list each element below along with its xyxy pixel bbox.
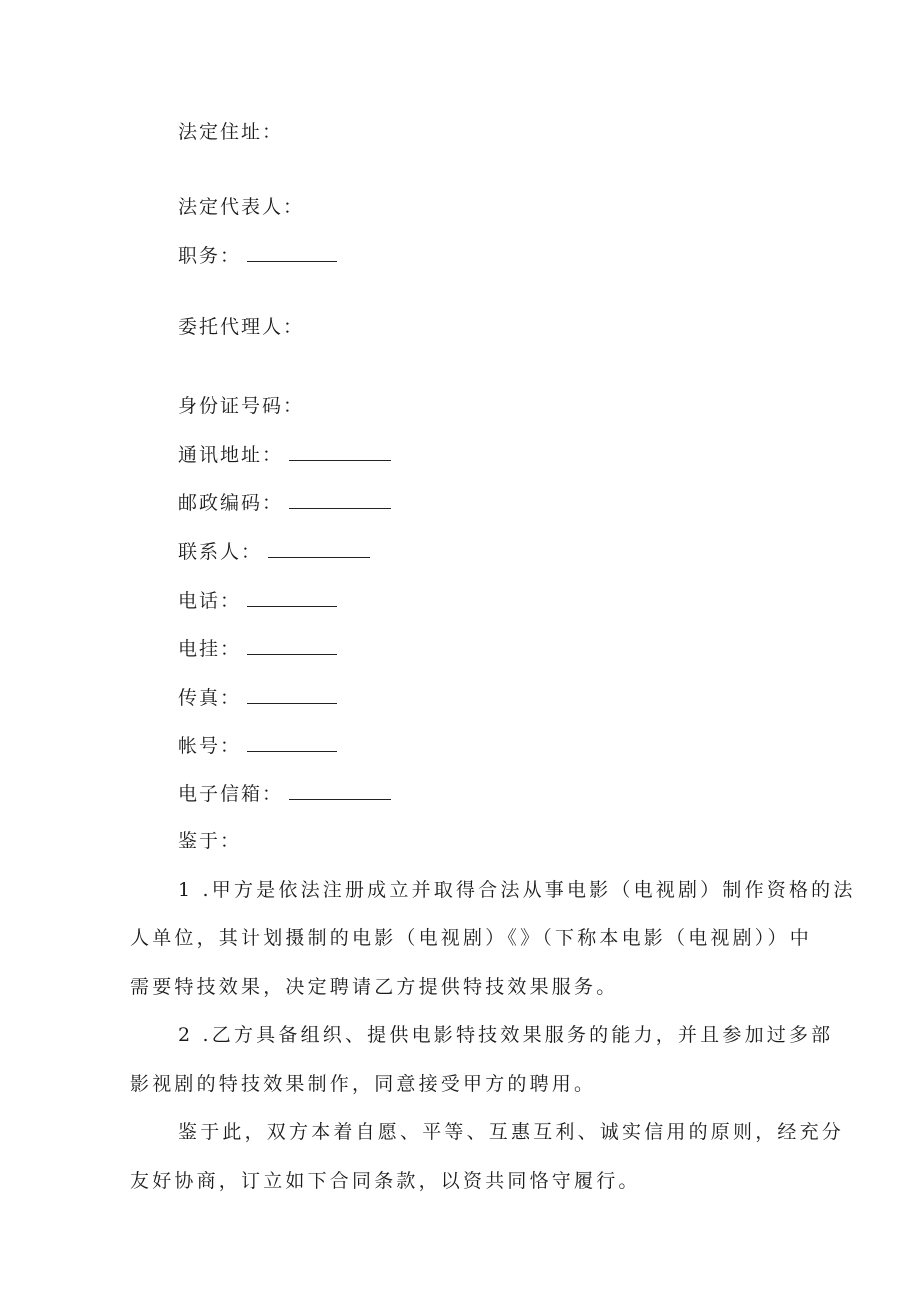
whereas-label: 鉴于： xyxy=(178,830,242,852)
phone-blank xyxy=(247,588,337,607)
position-blank xyxy=(247,243,337,262)
paragraph-1-line-2: 人单位，其计划摄制的电影（电视剧）《》（下称本电影（电视剧））中 xyxy=(130,927,812,949)
legal-rep-label: 法定代表人： xyxy=(178,196,305,218)
position-label: 职务： xyxy=(178,245,242,267)
email-label: 电子信箱： xyxy=(178,783,284,805)
fax-label: 传真： xyxy=(178,687,242,709)
hang-label: 电挂： xyxy=(178,638,242,660)
mail-address-blank xyxy=(289,442,391,461)
paragraph-3-line-2: 友好协商，订立如下合同条款，以资共同恪守履行。 xyxy=(130,1170,641,1192)
paragraph-2-line-2: 影视剧的特技效果制作，同意接受甲方的聘用。 xyxy=(130,1073,597,1095)
id-number-label: 身份证号码： xyxy=(178,395,305,417)
paragraph-2-line-1: 2 .乙方具备组织、提供电影特技效果服务的能力，并且参加过多部 xyxy=(178,1024,834,1046)
whereas-line xyxy=(178,829,241,853)
fax-line xyxy=(178,685,337,710)
account-label: 帐号： xyxy=(178,735,242,757)
agent-label: 委托代理人： xyxy=(178,316,305,338)
account-line xyxy=(178,733,337,758)
legal-address-label: 法定住址： xyxy=(178,121,284,143)
legal-address-line xyxy=(178,120,283,144)
postal-code-line xyxy=(178,490,391,515)
position-line xyxy=(178,243,337,268)
phone-label: 电话： xyxy=(178,590,242,612)
contact-label: 联系人： xyxy=(178,541,263,563)
email-line xyxy=(178,781,391,806)
paragraph-1-line-1: 1 .甲方是依法注册成立并取得合法从事电影（电视剧）制作资格的法 xyxy=(178,879,856,901)
hang-blank xyxy=(247,636,337,655)
hang-line xyxy=(178,636,337,661)
account-blank xyxy=(247,733,337,752)
legal-rep-line xyxy=(178,195,304,219)
contact-line xyxy=(178,539,370,564)
postal-code-blank xyxy=(289,490,391,509)
mail-address-line xyxy=(178,442,391,467)
mail-address-label: 通讯地址： xyxy=(178,444,284,466)
fax-blank xyxy=(247,685,337,704)
paragraph-3-line-1: 鉴于此，双方本着自愿、平等、互惠互利、诚实信用的原则，经充分 xyxy=(178,1121,845,1143)
paragraph-1-line-3: 需要特技效果，决定聘请乙方提供特技效果服务。 xyxy=(130,976,619,998)
id-number-line xyxy=(178,394,304,418)
postal-code-label: 邮政编码： xyxy=(178,492,284,514)
phone-line xyxy=(178,588,337,613)
contact-blank xyxy=(268,539,370,558)
agent-line xyxy=(178,315,304,339)
email-blank xyxy=(289,781,391,800)
